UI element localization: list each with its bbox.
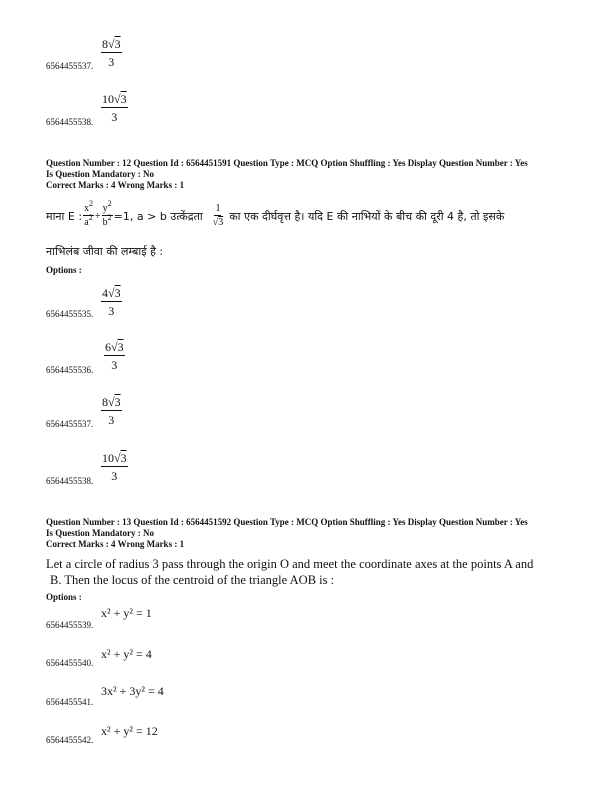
question-header: Question Number : 12 Question Id : 6564451591 Question Type : MCQ Option Shuffling : Yes Display Question Number : Yes Is Question Mandatory : No Correct Marks : 4 Wrong Marks : 1 (46, 158, 528, 190)
fraction-x2-a2: $x^2$ $a^2$ (84, 199, 94, 228)
option-id: 6564455540. (46, 658, 94, 668)
option-id: 6564455536. (46, 365, 94, 375)
fraction-y2-b2: $\frac{y^2}{b^2}$ (102, 199, 112, 228)
options-label: Options : (46, 592, 82, 602)
option-fraction: $\frac{8√3}{3}$ (102, 37, 121, 69)
option-expression: x² + y² = 12 (101, 724, 158, 738)
option-id: 6564455538. (46, 476, 94, 486)
option-id: 6564455542. (46, 735, 94, 745)
option-fraction: $\frac{10√3}{3}$ (102, 451, 127, 483)
option-id: 6564455537. (46, 61, 94, 71)
option-fraction: $\frac{8√3}{3}$ (102, 395, 121, 427)
options-label: Options : (46, 265, 82, 275)
option-id: 6564455541. (46, 697, 94, 707)
option-expression: x² + y² = 1 (101, 606, 152, 620)
question-text: Let a circle of radius 3 pass through the origin O and meet the coordinate axes at the points A and B. Then the locus of the centroid of the triangle AOB is : (46, 557, 534, 587)
option-id: 6564455538. (46, 117, 94, 127)
option-id: 6564455537. (46, 419, 94, 429)
option-id: 6564455535. (46, 309, 94, 319)
option-expression: x² + y² = 4 (101, 647, 152, 661)
option-fraction: $\frac{6√3}{3}$ (105, 340, 124, 372)
question-text-line2: नाभिलंब जीवा की लम्बाई है : (46, 245, 164, 258)
option-expression: 3x² + 3y² = 4 (101, 684, 164, 698)
question-header: Question Number : 13 Question Id : 6564451592 Question Type : MCQ Option Shuffling : Yes Display Question Number : Yes Is Question Mandatory : No Correct Marks : 4 Wrong Marks : 1 (46, 517, 528, 549)
eccentricity-fraction: 1 √3 (212, 203, 224, 228)
option-fraction: $\frac{4√3}{3}$ (102, 286, 121, 318)
option-fraction: $\frac{10√3}{3}$ (102, 92, 127, 124)
option-id: 6564455539. (46, 620, 94, 630)
question-text-line1: माना E : $x^2$ $a^2$ + $\frac{y^2}{b^2}$ =1, a > b उत्केंद्रता 1 √3 का एक दीर्घवृत्त है। यदि E की नाभियों के बीच की दूरी 4 है, तो इसके (46, 199, 505, 228)
